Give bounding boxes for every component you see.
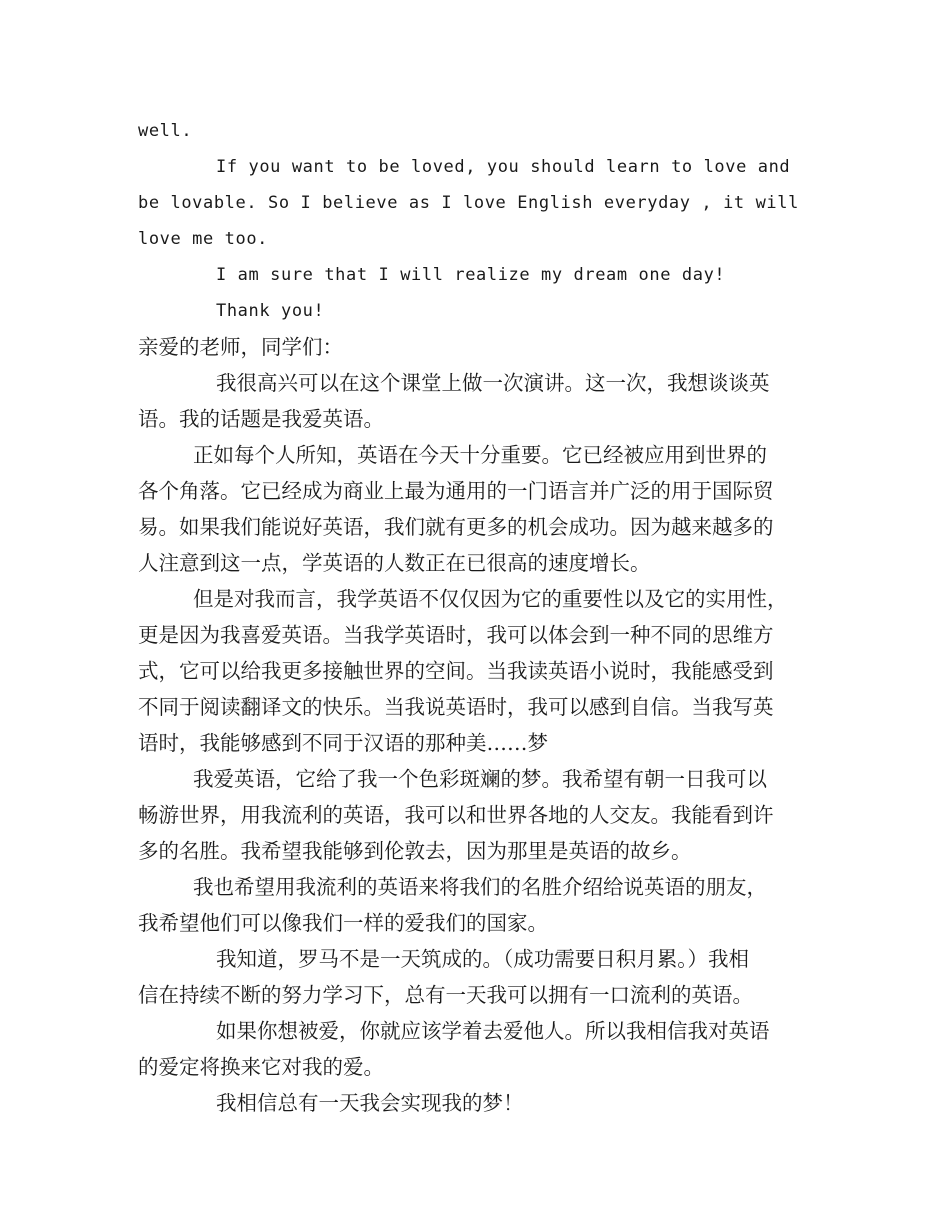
chinese-paragraph-8 [138, 1085, 828, 1121]
english-paragraph-dream [138, 257, 828, 293]
text-line: If you want to be loved, you should learn to love and [216, 157, 791, 177]
text-line: 人注意到这一点，学英语的人数正在已很高的速度增长。 [138, 551, 651, 575]
english-paragraph-thanks [138, 293, 828, 329]
text-line: 我很高兴可以在这个课堂上做一次演讲。这一次，我想谈谈英 [216, 371, 770, 395]
text-line: 我相信总有一天我会实现我的梦！ [216, 1091, 524, 1115]
text-line: 如果你想被爱，你就应该学着去爱他人。所以我相信我对英语 [216, 1019, 770, 1043]
chinese-paragraph-6 [138, 941, 828, 1013]
text-line: 我希望他们可以像我们一样的爱我们的国家。 [138, 911, 548, 935]
text-line: 我知道，罗马不是一天筑成的。（成功需要日积月累。）我相 [216, 947, 749, 971]
text-line: love me too. [138, 229, 269, 249]
text-line: well. [138, 121, 193, 141]
text-line: 正如每个人所知，英语在今天十分重要。它已经被应用到世界的 [193, 443, 767, 467]
text-line: 不同于阅读翻译文的快乐。当我说英语时，我可以感到自信。当我写英 [138, 695, 774, 719]
chinese-salutation [138, 329, 828, 365]
chinese-paragraph-5 [138, 869, 828, 941]
text-line: 易。如果我们能说好英语，我们就有更多的机会成功。因为越来越多的 [138, 515, 774, 539]
text-line: 亲爱的老师，同学们： [138, 335, 343, 359]
text-line: 多的名胜。我希望我能够到伦敦去，因为那里是英语的故乡。 [138, 839, 692, 863]
text-line: I am sure that I will realize my dream one day! [216, 265, 726, 285]
chinese-paragraph-2 [138, 437, 828, 581]
text-line: 我也希望用我流利的英语来将我们的名胜介绍给说英语的朋友， [193, 875, 767, 899]
text-line: 的爱定将换来它对我的爱。 [138, 1055, 384, 1079]
chinese-paragraph-4 [138, 761, 828, 869]
text-line: 但是对我而言，我学英语不仅仅因为它的重要性以及它的实用性， [193, 587, 788, 611]
chinese-paragraph-1 [138, 365, 828, 437]
text-line: 式，它可以给我更多接触世界的空间。当我读英语小说时，我能感受到 [138, 659, 774, 683]
text-line: be lovable. So I believe as I love English everyday , it will [138, 193, 799, 213]
text-line: 语时，我能够感到不同于汉语的那种美……梦 [138, 731, 548, 755]
chinese-paragraph-3 [138, 581, 828, 761]
text-line: Thank you! [216, 301, 325, 321]
text-line: 信在持续不断的努力学习下，总有一天我可以拥有一口流利的英语。 [138, 983, 753, 1007]
text-line: 语。我的话题是我爱英语。 [138, 407, 384, 431]
text-line: 我爱英语，它给了我一个色彩斑斓的梦。我希望有朝一日我可以 [193, 767, 767, 791]
english-paragraph-ending [138, 113, 828, 149]
text-line: 更是因为我喜爱英语。当我学英语时，我可以体会到一种不同的思维方 [138, 623, 774, 647]
chinese-paragraph-7 [138, 1013, 828, 1085]
document-body [138, 113, 828, 1121]
text-line: 畅游世界，用我流利的英语，我可以和世界各地的人交友。我能看到许 [138, 803, 774, 827]
english-paragraph-lovable [138, 149, 828, 257]
text-line: 各个角落。它已经成为商业上最为通用的一门语言并广泛的用于国际贸 [138, 479, 774, 503]
